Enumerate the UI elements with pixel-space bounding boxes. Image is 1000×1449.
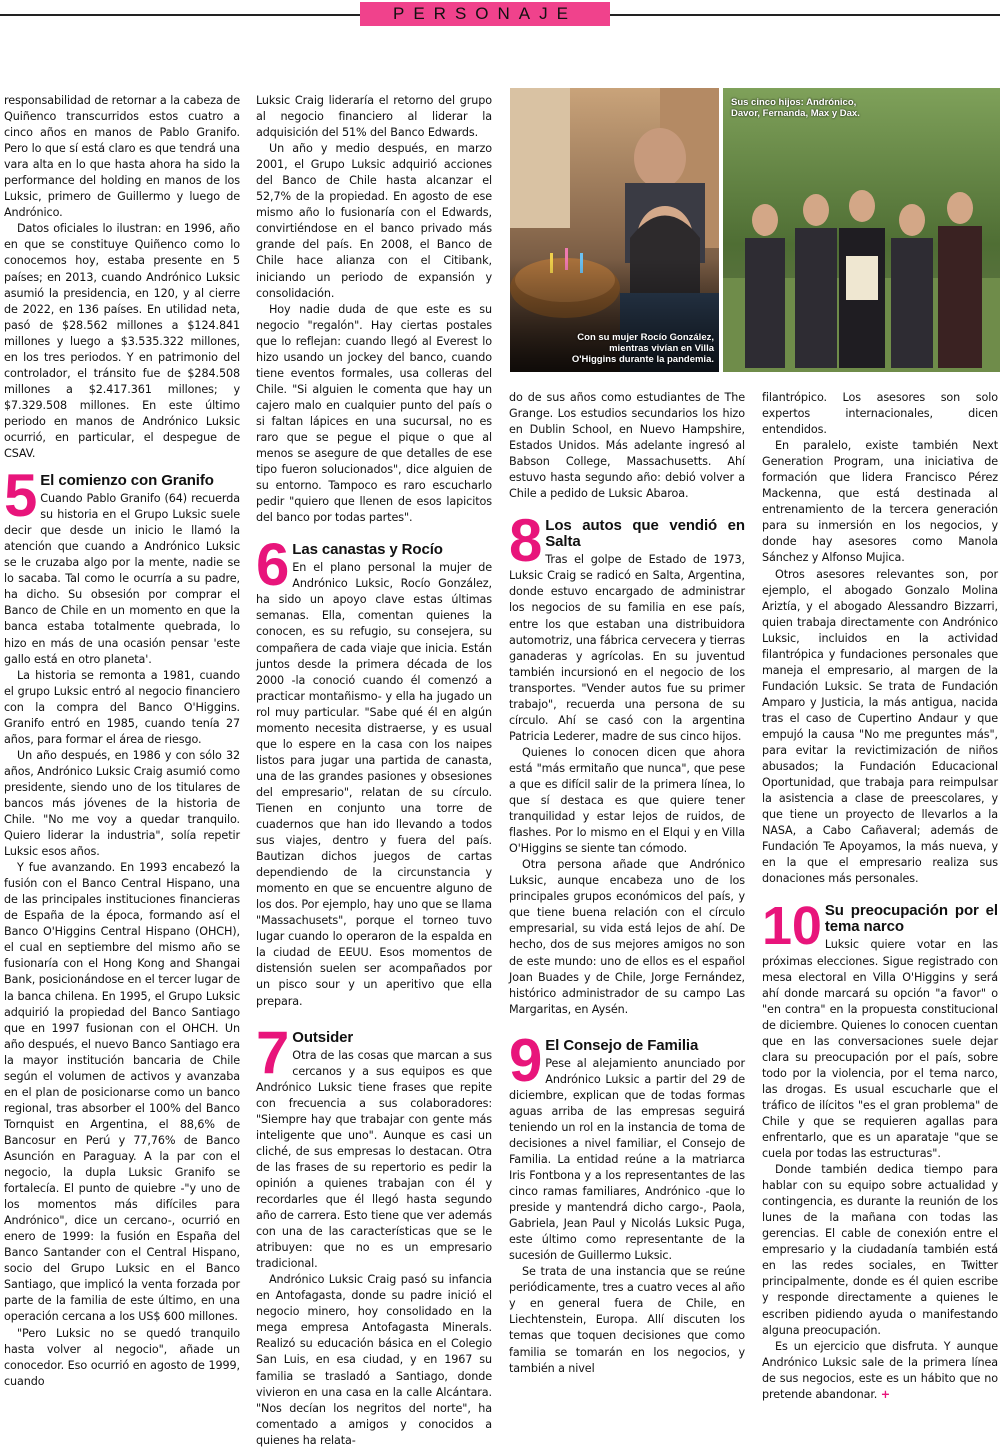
col1-paragraph: responsabilidad de retornar a la cabeza de Quiñenco transcurridos estos cuatro a cinco años en manos de Pablo Granifo. Pero lo que sí está claro es que tendrá una vara alta en lo que hasta ahora ha sido la performance del holding en manos de los Luksic, primero de Guillermo y luego de Andrónico.: [4, 94, 240, 220]
photo-couple-image: [510, 88, 719, 372]
section-number: 6: [256, 531, 290, 599]
col2-paragraph: En el plano personal la mujer de Andrónico Luksic, Rocío González, ha sido un apoyo clave estas últimas semanas. Ella, comentan quienes la conocen, es su refugio, su consejera, su compañera de cada viaje que inicia. Están juntos desde la primera década de los 2000 -la conoció cuando él comenzó a practicar montañismo- y ella ha jugado un rol muy particular. "Sabe qué él en algún momento necesita distraerse, y es usual que lo espere en la casa con los naipes listos para jugar una partida de canasta, una de las grandes pasiones y obsesiones del empresario", relatan de su círculo. Tienen en conjunto una torre de cuadernos que han ido llevando a todos sus viajes, dentro y fuera del país. Bautizan dichos juegos de cartas dependiendo de la circunstancia y momento en que se encuentre alguno de los dos. Por ejemplo, hay uno que se llama "Massachusets", porque el torneo tuvo lugar cuando lo operaron de la espalda en la ciudad de EEUU. Esos momentos de distensión suelen ser acompañados por un pisco sour y un aperitivo que ella prepara.: [256, 561, 492, 1008]
section-title: El comienzo con Granifo: [40, 472, 214, 490]
col4-paragraph: En paralelo, existe también Next Generation Program, una iniciativa de formación que lidera Francisco Pérez Mackenna, que está destinada al entrenamiento de la tercera generación para su inmersión en los negocios, y donde hay asesores como Manola Sánchez y Alfonso Mujica.: [762, 439, 998, 565]
col1-paragraph: Un año después, en 1986 y con sólo 32 años, Andrónico Luksic Craig asumió como presidente, siendo uno de los titulares de bancos más jóvenes de la historia de Chile. "No me voy a quedar tranquilo. Quiero liderar la industria", solía repetir Luksic esos años.: [4, 748, 240, 859]
col3-paragraph: Pese al alejamiento anunciado por Andrónico Luksic a partir del 29 de diciembre, explican que de todas formas aguas arriba de las empresas seguirá teniendo un rol en la instancia de toma de decisiones a nivel familiar, el Consejo de Familia. La entidad reúne a la matriarca Iris Fontbona y a los representantes de las cinco ramas familiares, Andrónico -que lo preside y mantendrá dicho cargo-, Paola, Gabriela, Jean Paul y Nicolás Luksic Puga, este último como representante de la sucesión de Guillermo Luksic.: [509, 1056, 745, 1263]
section-number: 5: [4, 462, 38, 530]
col3-paragraph: Tras el golpe de Estado de 1973, Luksic Craig se radicó en Salta, Argentina, donde estuvo encargado de administrar los negocios de su familia en ese país, entre los que estaban una distribuidora automotriz, una fábrica cervecera y tierras ganaderas y agrícolas. En su juventud también incursionó en el negocio de los transportes. "Vender autos fue su primer trabajo", recuerda una persona de su círculo. Ahí se casó con la argentina Patricia Lederer, madre de sus cinco hijos.: [509, 553, 745, 743]
section-9-heading: [509, 1026, 745, 1094]
section-8-heading: [509, 507, 745, 575]
col3-paragraph: Quienes lo conocen dicen que ahora está "más ermitaño que nunca", que pese a que es difícil salir de la primera línea, lo que sí destaca es que quiere tener tranquilidad y estar lejos de ruidos, de flashes. Por lo mismo en el Elqui y en Villa O'Higgins se siente tan cómodo.: [509, 745, 745, 856]
col1-paragraph: "Pero Luksic no se quedó tranquilo hasta volver al negocio", añade un conocedor. Eso ocurrió en agosto de 1999, cuando: [4, 1326, 240, 1388]
col2-paragraph: Un año y medio después, en marzo 2001, el Grupo Luksic adquirió acciones del Banco de Chile hasta alcanzar el 52,7% de la propiedad. En agosto de ese mismo año lo fusionaría con el Edwards, convirtiéndose en el banco privado más grande del país. En 2008, el Banco de Chile hace alianza con el Citibank, iniciando un periodo de expansión y consolidación.: [256, 142, 492, 300]
col4-paragraph: [762, 1339, 998, 1403]
col2-paragraph: Otra de las cosas que marcan a sus cercanos y a sus equipos es que Andrónico Luksic tiene frases que repite con frecuencia a sus colaboradores: "Siempre hay que trabajar con gente más inteligente que uno". Aunque es casi un cliché, de sus empresas lo destacan. Otra de las frases de su repertorio es pedir la opinión a quienes trabajan con él y recordarles que él llegó hasta segundo año de carrera. Esto tiene que ver además con una de las características que se le atribuyen: que no es un empresario tradicional.: [256, 1048, 492, 1271]
section-7-heading: [256, 1018, 492, 1086]
section-number: 9: [509, 1026, 543, 1094]
col3-paragraph: Otra persona añade que Andrónico Luksic, aunque encabeza uno de los principales grupos económicos del país, y que tiene buena relación con el círculo empresarial, su vida está lejos de ahí. De hecho, dos de sus mejores amigos no son de este mundo: uno de ellos es el español Joan Buades y de Chile, Jorge Fernández, histórico administrador de su campo Las Margaritas, en Aysén.: [509, 858, 745, 1016]
photo-couple-caption: Con su mujer Rocío González, mientras vivían en Villa O'Higgins durante la pandemia.: [571, 332, 714, 365]
section-number: 8: [509, 507, 543, 575]
section-title: El Consejo de Familia: [545, 1036, 699, 1054]
col2-paragraph: Hoy nadie duda de que este es su negocio "regalón". Hay ciertas postales que lo reflejan: cuando llegó al Everest lo hizo usando un jockey del banco, cuando tiene eventos formales, usa colleras del Chile. "Si alguien le comenta que hay un cajero malo en cualquier punto del país o si faltan lápices en una sucursal, no es raro que se pegue el pique o que al menos se asegure de que detalles de ese tipo fueron solucionados", dice alguien de su entorno. Tampoco es raro escucharlo pedir "quiero que llenen de esos lapicitos del banco por todas partes".: [256, 302, 492, 525]
col2-paragraph: Andrónico Luksic Craig pasó su infancia en Antofagasta, donde su padre inició el negocio minero, hoy consolidado en la mega empresa Antofagasta Minerals. Realizó su educación básica en el Colegio San Luis, en esa ciudad, y en 1967 su familia se trasladó a Santiago, donde vivieron en una casa en la calle Alcántara. "Nos decían los negritos del norte", ha comentado a amigos y conocidos a quienes ha relata-: [256, 1273, 492, 1447]
section-title: Outsider: [292, 1028, 354, 1046]
col1-paragraph: La historia se remonta a 1981, cuando el grupo Luksic entró al negocio financiero con la compra del Banco O'Higgins. Granifo entró en 1985, cuando tenía 27 años, para formar el área de riesgo.: [4, 668, 240, 746]
section-10-heading: [762, 896, 998, 957]
col1-paragraph: Cuando Pablo Granifo (64) recuerda su historia en el Grupo Luksic suele decir que desde un inicio le llamó la atención que cuando a Andrónico Luksic se le cruzaba algo por la mente, nadie se lo sacaba. Tal como le ocurría a su padre, ha dicho. Su obsesión por comprar el Banco de Chile en un momento en que la banca estaba totalmente quebrada, lo hizo en más de una ocasión pensar 'este gallo está en otro planeta'.: [4, 492, 240, 666]
col3-paragraph: do de sus años como estudiantes de The Grange. Los estudios secundarios los hizo en Dublin School, en Nuevo Hampshire, Estados Unidos. Más adelante ingresó al Babson College, Massachusetts. Ahí estuvo hasta segundo año: debió volver a Chile a pedido de Luksic Abaroa.: [509, 391, 745, 501]
col4-paragraph: Otros asesores relevantes son, por ejemplo, el abogado Gonzalo Molina Ariztía, y el abogado Alessandro Bizzarri, quien trabaja directamente con Andrónico Luksic, incluidos en la actividad filantrópica y fundaciones personales que maneja el empresario, al margen de la Fundación Luksic. Se trata de Fundación Amparo y Justicia, la más antigua, nacida tras el caso de Cupertino Andaur y que empujó la causa "No me preguntes más", para evitar la revictimización de niños abusados; la Fundación Educacional Oportunidad, que trabaja para reimpulsar la asistencia a clase de preescolares, y que tiene un proyecto de llevarlos a la NASA, a Cabo Cañaveral; además de Fundación Te Apoyamos, la más nueva, y en la que el empresario realiza sus donaciones más personales.: [762, 567, 998, 886]
section-title: Los autos que vendió en Salta: [545, 517, 745, 551]
section-title: Las canastas y Rocío: [292, 541, 443, 559]
col4-paragraph: Luksic quiere votar en las próximas elecciones. Sigue registrado con mesa electoral en Villa O'Higgins y será ahí donde marcará su opción "a favor" o "en contra" en la propuesta constitucional de diciembre. Quienes lo conocen cuentan que en las conversaciones suele dejar clara su preocupación por el país, sobre todo por la violencia, por el tema narco, las drogas. Es usual escucharle que el tráfico de ilícitos "es el gran problema" de Chile y que se requieren agallas para enfrentarlo, que es un aparataje "que se cuela por todas las estructuras".: [762, 938, 998, 1161]
photo-children-caption: Sus cinco hijos: Andrónico, Davor, Fernanda, Max y Dax.: [731, 97, 860, 119]
col2-paragraph: Luksic Craig lideraría el retorno del grupo al negocio financiero al liderar la adquisición del 51% del Banco Edwards.: [256, 94, 492, 140]
section-tag: PERSONAJE: [360, 2, 610, 26]
column-2: [256, 93, 492, 1449]
section-title: Su preocupación por el tema narco: [824, 902, 998, 936]
photo-couple: [510, 88, 719, 372]
section-number: 10: [762, 896, 822, 957]
section-5-heading: [4, 462, 240, 530]
photo-children-image: [723, 88, 1000, 372]
col3-paragraph: Se trata de una instancia que se reúne periódicamente, tres a cuatro veces al año y en general fuera de Chile, en Liechtenstein, Europa. Allí discuten los temas que toquen decisiones que como familia se tomarán en los negocios, y también a nivel: [509, 1265, 745, 1375]
col4-closing-text: Es un ejercicio que disfruta. Y aunque Andrónico Luksic sale de la primera línea de sus negocios, este es un hábito que no pretende abandonar.: [762, 1339, 998, 1401]
photo-children: [723, 88, 1000, 372]
column-4: [762, 390, 998, 1403]
section-number: 7: [256, 1018, 290, 1086]
col1-paragraph: Y fue avanzando. En 1993 encabezó la fusión con el Banco Central Hispano, una de las principales instituciones financieras de España de la época, formando así el Banco O'Higgins Central Hispano (OHCH), el cual en septiembre del mismo año se fusionaría con el Hong Kong and Shangai Bank, posicionándose en el tercer lugar de la banca chilena. En 1995, el Grupo Luksic adquirió la propiedad del Banco Santiago que en 1997 fusionan con el OHCH. Un año después, el nuevo Banco Santiago era la mayor institución bancaria de Chile según el volumen de activos y avanzaba en el plan de posicionarse como un banco regional, tras absorber el 100% del Banco Tornquist en Argentina, el 88,6% de Bancosur en Perú y 77,76% de Banco Asunción en Paraguay. A la par con el negocio, la dupla Luksic Granifo se fortalecía. El punto de quiebre -"y uno de los momentos más difíciles para Andrónico", dice un cercano-, ocurrió en enero de 1999: la fusión en España del Banco Santander con el Central Hispano, socio del Grupo Luksic en el Banco Santiago, que implicó la venta forzada por parte de la familia de este último, en una operación cercana a los US$ 600 millones.: [4, 861, 240, 1324]
column-3: [509, 390, 745, 1377]
col1-paragraph: Datos oficiales lo ilustran: en 1996, año en que se constituye Quiñenco como lo conocemos hoy, estaba presente en 5 países; en 2013, cuando Andrónico Luksic asumió la presidencia, en 120, y al cierre de 2022, en 136 países. En utilidad neta, pasó de $28.562 millones a $124.841 millones y luego a $3.535.322 millones, en los tres periodos. Y en patrimonio del controlador, el tránsito fue de $284.508 millones a $2.417.361 millones; y $7.329.508 millones. En este último periodo en manos de Andrónico Luksic ocurrió, en particular, el despegue de CSAV.: [4, 222, 240, 461]
end-mark: +: [880, 1387, 891, 1401]
section-6-heading: [256, 531, 492, 599]
col4-paragraph: filantrópico. Los asesores son solo expertos internacionales, dicen entendidos.: [762, 391, 998, 437]
column-1: [4, 93, 240, 1390]
col4-paragraph: Donde también dedica tiempo para hablar con su equipo sobre actualidad y contingencia, es durante la reunión de los lunes de la mañana con todas las gerencias. El cable de conexión entre el empresario y la ciudadanía también está en las redes sociales, en Twitter principalmente, donde es él quien escribe y responde directamente a quienes le escriben pidiendo ayuda o manifestando alguna preocupación.: [762, 1163, 998, 1337]
